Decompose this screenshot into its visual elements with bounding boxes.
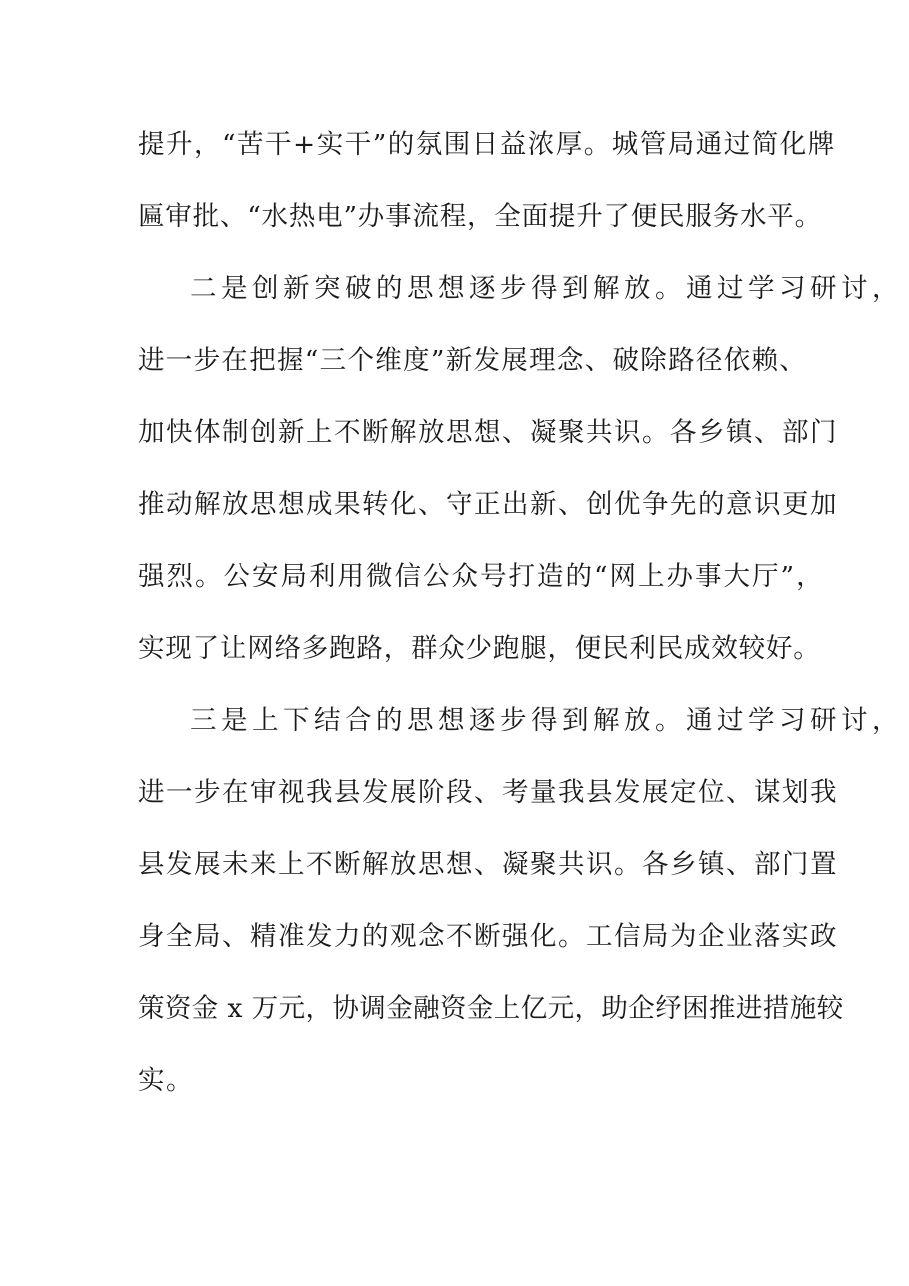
text-line: 策资金 x 万元，协调金融资金上亿元，助企纾困推进措施较 <box>138 993 844 1024</box>
text-line: 二是创新突破的思想逐步得到解放。通过学习研讨， <box>190 273 903 304</box>
text-line: 提升，“苦干+实干”的氛围日益浓厚。城管局通过简化牌 <box>138 129 836 160</box>
text-line: 实现了让网络多跑路，群众少跑腿，便民利民成效较好。 <box>138 633 821 664</box>
text-line: 实。 <box>138 1065 194 1096</box>
text-line: 匾审批、“水热电”办事流程，全面提升了便民服务水平。 <box>138 201 822 232</box>
text-line: 身全局、精准发力的观念不断强化。工信局为企业落实政 <box>138 921 838 952</box>
text-line: 进一步在审视我县发展阶段、考量我县发展定位、谋划我 <box>138 777 838 808</box>
text-line: 加快体制创新上不断解放思想、凝聚共识。各乡镇、部门 <box>138 417 838 448</box>
text-line: 强烈。公安局利用微信公众号打造的“网上办事大厅”， <box>138 561 825 592</box>
text-line: 县发展未来上不断解放思想、凝聚共识。各乡镇、部门置 <box>138 849 838 880</box>
text-line: 推动解放思想成果转化、守正出新、创优争先的意识更加 <box>138 489 838 520</box>
text-line: 三是上下结合的思想逐步得到解放。通过学习研讨， <box>190 705 903 736</box>
text-line: 进一步在把握“三个维度”新发展理念、破除路径依赖、 <box>138 345 808 376</box>
